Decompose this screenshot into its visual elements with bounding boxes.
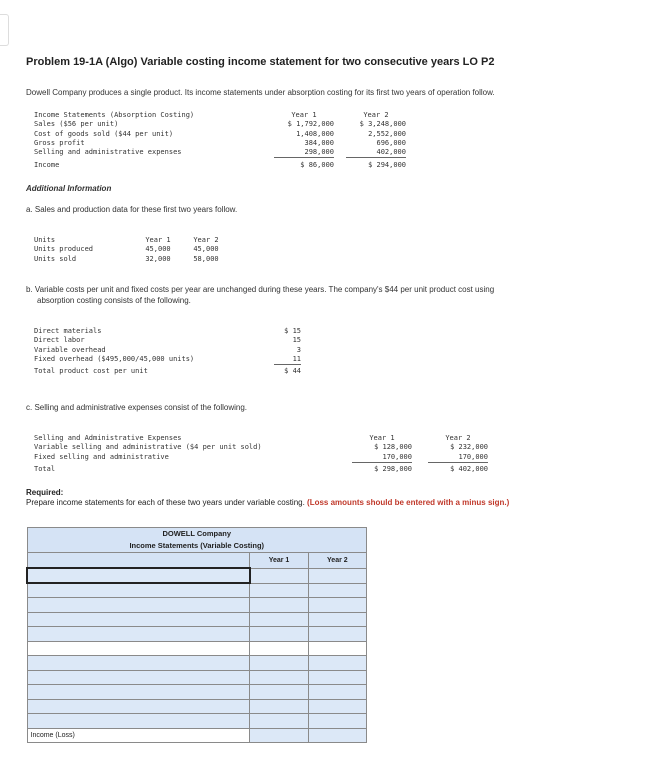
answer-label-input[interactable]	[28, 598, 250, 611]
answer-year1-input[interactable]	[250, 584, 307, 597]
table-row: Cost of goods sold ($44 per unit) 1,408,000 2,552,000	[34, 129, 406, 138]
additional-item-b-cont: absorption costing consists of the following.	[37, 296, 191, 305]
answer-label-input[interactable]	[28, 627, 250, 640]
answer-row	[27, 598, 367, 613]
problem-intro: Dowell Company produces a single product. Its income statements under absorption costing for its first two years of operation follow.	[26, 88, 495, 97]
answer-row	[27, 685, 367, 700]
additional-info-heading: Additional Information	[26, 184, 112, 193]
answer-label-input[interactable]	[28, 714, 250, 727]
answer-row	[27, 670, 367, 685]
answer-year2-input[interactable]	[309, 656, 366, 669]
units-header: Units	[34, 236, 56, 244]
table-row: Fixed overhead ($495,000/45,000 units) 11	[34, 354, 301, 364]
answer-year2-input[interactable]	[309, 627, 366, 640]
absorption-year1-header: Year 1	[291, 111, 317, 119]
required-text: Prepare income statements for each of these two years under variable costing.	[26, 498, 305, 507]
table-row: Variable overhead 3	[34, 345, 301, 354]
answer-year2-input[interactable]	[309, 700, 366, 713]
table-row: Units sold 32,000 58,000	[34, 254, 219, 263]
answer-row	[27, 656, 367, 671]
answer-year2-input[interactable]	[309, 714, 366, 727]
absorption-year2-header: Year 2	[363, 111, 389, 119]
answer-year1-input[interactable]	[250, 656, 307, 669]
answer-year1-input[interactable]	[250, 613, 307, 626]
answer-row	[27, 583, 367, 598]
answer-row-income	[27, 728, 367, 743]
answer-year1-input[interactable]	[250, 642, 307, 655]
answer-row	[27, 641, 367, 656]
table-row: Units produced 45,000 45,000	[34, 245, 219, 254]
selling-admin-table: Selling and Administrative Expenses Year 1 Year 2 Variable selling and administrative ($4 per unit sold) $ 128,000 $ 232,000 Fixed selling and administrative 170,000 170,000 Total $ 298,000 $ 402,000	[34, 434, 488, 473]
answer-label-input[interactable]	[28, 685, 250, 698]
answer-year2-input[interactable]	[309, 671, 366, 684]
table-row: Variable selling and administrative ($4 per unit sold) $ 128,000 $ 232,000	[34, 443, 488, 452]
answer-year2-input[interactable]	[309, 584, 366, 597]
answer-year1-input[interactable]	[250, 627, 307, 640]
answer-year2-input[interactable]	[309, 598, 366, 611]
answer-year2-header: Year 2	[308, 553, 366, 569]
answer-year1-input[interactable]	[250, 685, 307, 698]
answer-year1-input[interactable]	[251, 569, 308, 582]
table-row: Fixed selling and administrative 170,000 170,000	[34, 452, 488, 461]
answer-year2-input[interactable]	[309, 642, 366, 655]
table-row: Income $ 86,000 $ 294,000	[34, 161, 406, 170]
additional-item-c: c. Selling and administrative expenses consist of the following.	[26, 403, 248, 412]
additional-item-b: b. Variable costs per unit and fixed costs per year are unchanged during these years. The company's $44 per unit product cost using	[26, 285, 495, 294]
table-row: Total product cost per unit $ 44	[34, 366, 301, 376]
answer-year1-input[interactable]	[250, 598, 307, 611]
product-cost-table	[34, 327, 301, 376]
units-table: Units Year 1 Year 2 Units produced 45,000 45,000 Units sold 32,000 58,000	[34, 236, 230, 264]
answer-company-name: DOWELL Company	[27, 528, 367, 541]
side-card-edge	[0, 14, 9, 46]
answer-row	[27, 612, 367, 627]
answer-row	[27, 568, 367, 583]
answer-year2-input[interactable]	[309, 569, 366, 582]
answer-row	[27, 627, 367, 642]
answer-row	[27, 699, 367, 714]
answer-year1-input[interactable]	[250, 671, 307, 684]
answer-year2-input[interactable]	[309, 685, 366, 698]
table-row: Total $ 298,000 $ 402,000	[34, 464, 488, 473]
table-row: Direct materials $ 15	[34, 327, 301, 335]
answer-year2-input[interactable]	[309, 613, 366, 626]
answer-income-label: Income (Loss)	[27, 728, 250, 743]
problem-title: Problem 19-1A (Algo) Variable costing income statement for two consecutive years LO P2	[26, 56, 495, 68]
table-row: Direct labor 15	[34, 336, 301, 345]
table-row: Gross profit 384,000 696,000	[34, 138, 406, 147]
answer-year1-input[interactable]	[250, 714, 307, 727]
answer-label-input[interactable]	[28, 700, 250, 713]
answer-income-year1-input[interactable]	[250, 729, 307, 742]
answer-label-input[interactable]	[28, 642, 250, 655]
answer-statement-title: Income Statements (Variable Costing)	[27, 540, 367, 553]
table-row: Sales ($56 per unit) $ 1,792,000 $ 3,248,000	[34, 120, 406, 129]
answer-label-input[interactable]	[28, 584, 250, 597]
variable-costing-answer-table	[26, 527, 367, 743]
answer-year1-input[interactable]	[250, 700, 307, 713]
answer-label-input[interactable]	[28, 569, 249, 582]
required-label: Required:	[26, 488, 64, 497]
table-row: Selling and administrative expenses 298,000 402,000	[34, 148, 406, 157]
answer-label-input[interactable]	[28, 613, 250, 626]
required-note: (Loss amounts should be entered with a minus sign.)	[307, 498, 510, 507]
absorption-header: Income Statements (Absorption Costing)	[34, 111, 195, 119]
additional-item-a: a. Sales and production data for these first two years follow.	[26, 205, 238, 214]
answer-year1-header: Year 1	[250, 553, 308, 569]
answer-label-input[interactable]	[28, 671, 250, 684]
answer-row	[27, 714, 367, 729]
answer-income-year2-input[interactable]	[309, 729, 366, 742]
required-section	[26, 488, 509, 507]
absorption-income-table	[34, 111, 406, 171]
selling-header: Selling and Administrative Expenses	[34, 434, 182, 442]
answer-label-input[interactable]	[28, 656, 250, 669]
